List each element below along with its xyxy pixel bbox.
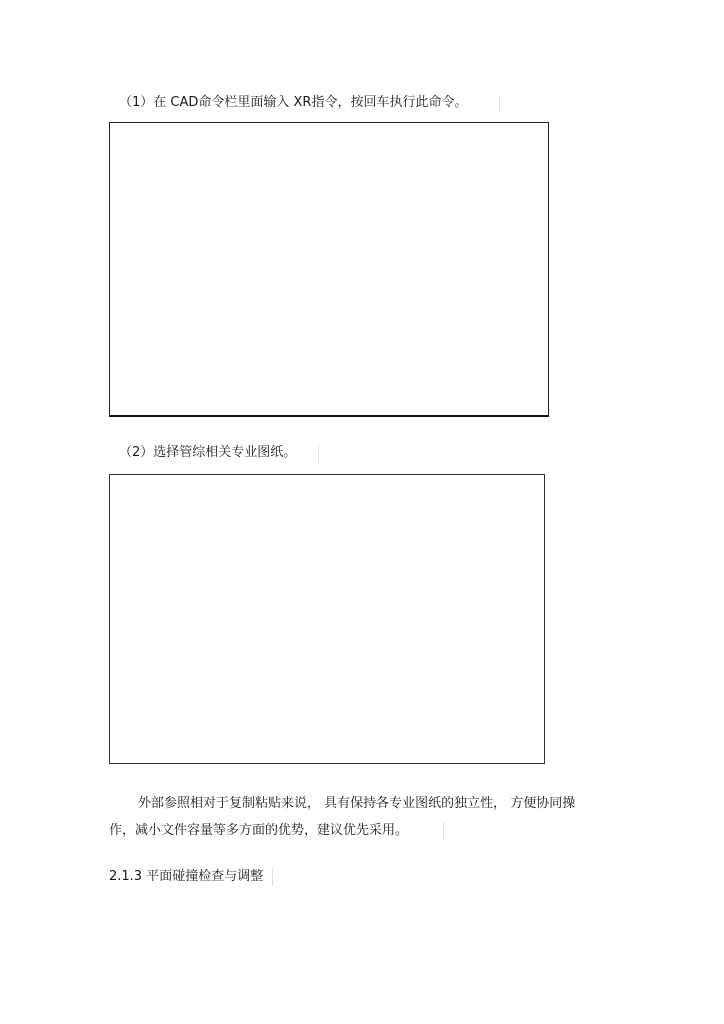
step-2-edge-rule bbox=[318, 445, 319, 462]
paragraph-line-1: 外部参照相对于复制粘贴来说， 具有保持各专业图纸的独立性， 方便协同操 bbox=[138, 796, 576, 811]
step-2-text: （2）选择管综相关专业图纸。 bbox=[119, 445, 297, 460]
paragraph-edge-rule bbox=[443, 822, 444, 840]
figure-1-screenshot-frame bbox=[109, 122, 549, 417]
section-heading-edge-rule bbox=[272, 868, 273, 886]
figure-2-screenshot-frame bbox=[109, 474, 545, 764]
paragraph-line-2: 作，减小文件容量等多方面的优势，建议优先采用。 bbox=[109, 823, 409, 838]
section-heading: 2.1.3 平面碰撞检查与调整 bbox=[109, 869, 264, 884]
step-1-edge-rule bbox=[499, 95, 500, 112]
step-1-text: （1）在 CAD命令栏里面输入 XR指令，按回车执行此命令。 bbox=[119, 95, 468, 110]
